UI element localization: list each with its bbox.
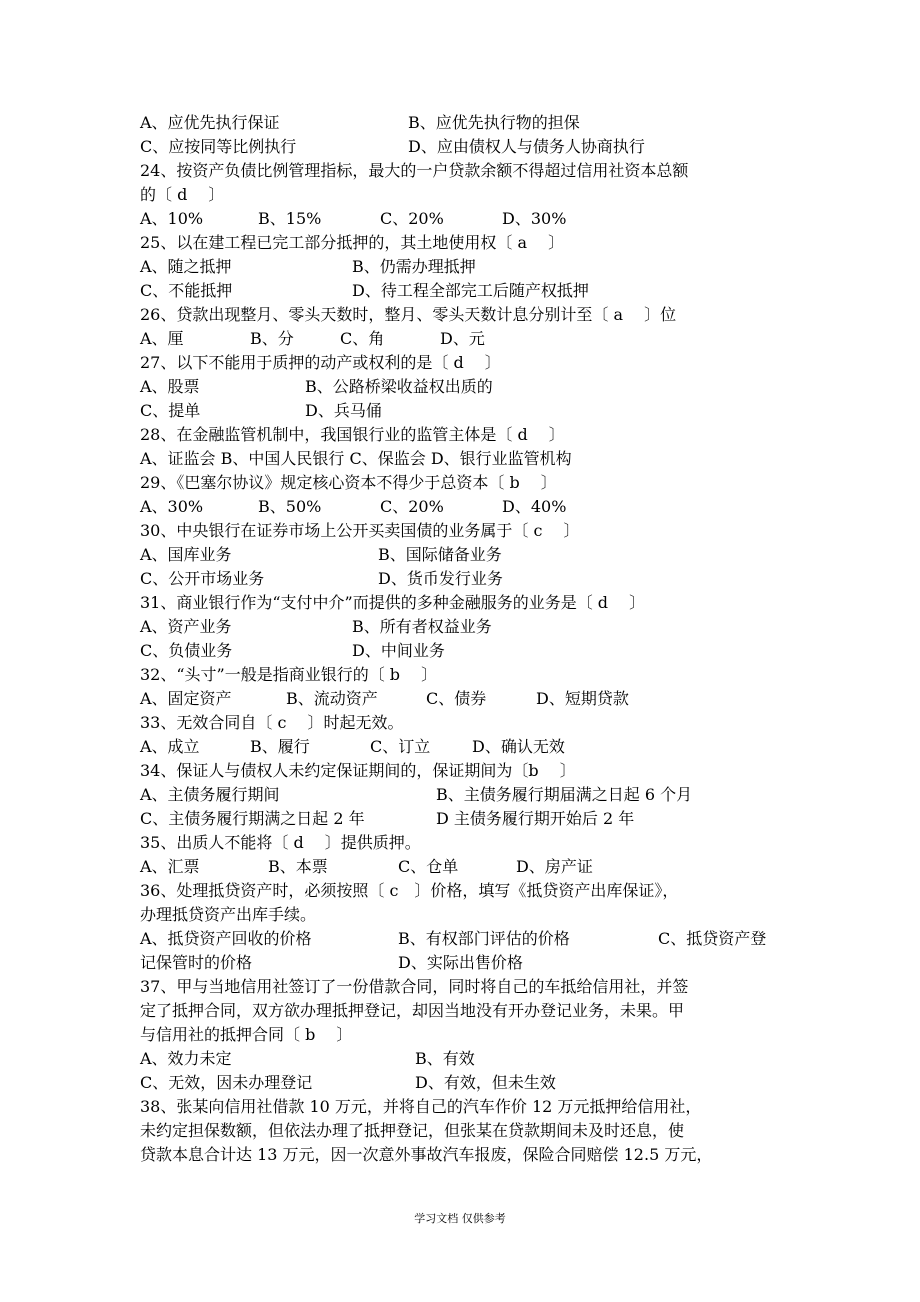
page-footer: 学习文档 仅供参考	[414, 1212, 506, 1225]
option-text: B、分	[250, 329, 294, 348]
text-line	[140, 903, 790, 927]
text-line	[140, 807, 790, 831]
text-line	[140, 255, 790, 279]
question-text: 办理抵贷资产出库手续。	[140, 905, 317, 924]
option-text: B、15%	[258, 209, 322, 228]
text-line	[140, 111, 790, 135]
option-text: D、短期贷款	[536, 689, 629, 708]
option-text: D、货币发行业务	[378, 569, 503, 588]
option-text: C、债券	[426, 689, 487, 708]
option-text: D、中间业务	[352, 641, 445, 660]
option-text: C、20%	[380, 209, 444, 228]
option-text: D 主债务履行期开始后 2 年	[436, 809, 635, 828]
option-text: D、确认无效	[472, 737, 565, 756]
text-line	[140, 1143, 790, 1167]
option-text: C、抵贷资产登	[658, 929, 767, 948]
question-text: 37、甲与当地信用社签订了一份借款合同，同时将自己的车抵给信用社，并签	[140, 977, 689, 996]
option-text: A、效力未定	[140, 1049, 232, 1068]
option-text: D、有效，但未生效	[415, 1073, 556, 1092]
text-line	[140, 519, 790, 543]
option-text: A、30%	[140, 497, 204, 516]
text-line	[140, 855, 790, 879]
option-text: D、40%	[502, 497, 567, 516]
text-line	[140, 687, 790, 711]
question-text: 27、以下不能用于质押的动产或权利的是〔 d 〕	[140, 353, 501, 372]
option-text: A、固定资产	[140, 689, 232, 708]
option-text: A、汇票	[140, 857, 200, 876]
question-text: 38、张某向信用社借款 10 万元，并将自己的汽车作价 12 万元抵押给信用社，	[140, 1097, 702, 1116]
text-line	[140, 423, 790, 447]
option-text: A、成立	[140, 737, 200, 756]
text-line	[140, 183, 790, 207]
text-line	[140, 759, 790, 783]
option-text: B、所有者权益业务	[352, 617, 492, 636]
option-text: D、30%	[502, 209, 567, 228]
text-line	[140, 159, 790, 183]
text-line	[140, 615, 790, 639]
question-text: 29、《巴塞尔协议》规定核心资本不得少于总资本〔 b 〕	[140, 473, 557, 492]
option-text: C、角	[340, 329, 385, 348]
text-line	[140, 351, 790, 375]
option-text: A、主债务履行期间	[140, 785, 280, 804]
question-text: 34、保证人与债权人未约定保证期间的，保证期间为〔b 〕	[140, 761, 576, 780]
document-body	[140, 111, 790, 1167]
text-line	[140, 927, 790, 951]
option-text: D、应由债权人与债务人协商执行	[408, 137, 645, 156]
option-text: C、提单	[140, 401, 201, 420]
text-line	[140, 1095, 790, 1119]
text-line	[140, 639, 790, 663]
text-line	[140, 303, 790, 327]
text-line	[140, 951, 790, 975]
text-line	[140, 135, 790, 159]
option-text: A、国库业务	[140, 545, 232, 564]
option-text: A、抵贷资产回收的价格	[140, 929, 312, 948]
question-text: A、证监会 B、中国人民银行 C、保监会 D、银行业监管机构	[140, 449, 572, 468]
question-text: 的〔 d 〕	[140, 185, 225, 204]
text-line	[140, 399, 790, 423]
text-line	[140, 231, 790, 255]
option-text: B、应优先执行物的担保	[408, 113, 580, 132]
option-text: B、有效	[415, 1049, 475, 1068]
option-text: B、有权部门评估的价格	[398, 929, 570, 948]
text-line	[140, 207, 790, 231]
question-text: 定了抵押合同，双方欲办理抵押登记，却因当地没有开办登记业务，未果。甲	[140, 1001, 685, 1020]
option-text: B、主债务履行期届满之日起 6 个月	[436, 785, 693, 804]
question-text: 28、在金融监管机制中，我国银行业的监管主体是〔 d 〕	[140, 425, 565, 444]
text-line	[140, 543, 790, 567]
question-text: 26、贷款出现整月、零头天数时，整月、零头天数计息分别计至〔 a 〕位	[140, 305, 677, 324]
question-text: 33、无效合同自〔 c 〕时起无效。	[140, 713, 404, 732]
option-text: B、公路桥梁收益权出质的	[305, 377, 493, 396]
question-text: 32、“头寸”一般是指商业银行的〔 b 〕	[140, 665, 438, 684]
text-line	[140, 999, 790, 1023]
question-text: 35、出质人不能将〔 d 〕提供质押。	[140, 833, 421, 852]
text-line	[140, 1119, 790, 1143]
question-text: 31、商业银行作为“支付中介”而提供的多种金融服务的业务是〔 d 〕	[140, 593, 646, 612]
option-text: D、待工程全部完工后随产权抵押	[352, 281, 589, 300]
option-text: C、不能抵押	[140, 281, 233, 300]
option-text: C、负债业务	[140, 641, 233, 660]
option-text: C、20%	[380, 497, 444, 516]
text-line	[140, 783, 790, 807]
option-text: D、房产证	[516, 857, 593, 876]
text-line	[140, 663, 790, 687]
option-text: B、仍需办理抵押	[352, 257, 476, 276]
option-text: B、履行	[250, 737, 310, 756]
question-text: 24、按资产负债比例管理指标，最大的一户贷款余额不得超过信用社资本总额	[140, 161, 689, 180]
option-text: C、仓单	[398, 857, 459, 876]
text-line	[140, 1071, 790, 1095]
text-line	[140, 279, 790, 303]
option-text: A、随之抵押	[140, 257, 232, 276]
text-line	[140, 879, 790, 903]
option-text: A、10%	[140, 209, 204, 228]
option-text: B、流动资产	[286, 689, 378, 708]
text-line	[140, 591, 790, 615]
question-text: 36、处理抵贷资产时，必须按照〔 c 〕价格，填写《抵贷资产出库保证》，	[140, 881, 679, 900]
text-line	[140, 567, 790, 591]
option-text: C、主债务履行期满之日起 2 年	[140, 809, 365, 828]
question-text: 30、中央银行在证券市场上公开买卖国债的业务属于〔 c 〕	[140, 521, 580, 540]
text-line	[140, 711, 790, 735]
option-text: A、资产业务	[140, 617, 232, 636]
option-text: B、国际储备业务	[378, 545, 502, 564]
text-line	[140, 735, 790, 759]
question-text: 25、以在建工程已完工部分抵押的，其土地使用权〔 a 〕	[140, 233, 565, 252]
text-line	[140, 495, 790, 519]
option-text: D、元	[440, 329, 485, 348]
option-text: A、厘	[140, 329, 184, 348]
text-line	[140, 375, 790, 399]
option-text: D、兵马俑	[305, 401, 382, 420]
question-text: 与信用社的抵押合同〔 b 〕	[140, 1025, 353, 1044]
option-text: C、公开市场业务	[140, 569, 265, 588]
option-text: C、订立	[370, 737, 431, 756]
option-text: A、应优先执行保证	[140, 113, 280, 132]
text-line	[140, 831, 790, 855]
option-text: C、无效，因未办理登记	[140, 1073, 313, 1092]
option-text: 记保管时的价格	[140, 953, 253, 972]
question-text: 贷款本息合计达 13 万元，因一次意外事故汽车报废，保险合同赔偿 12.5 万元，	[140, 1145, 713, 1164]
option-text: D、实际出售价格	[398, 953, 523, 972]
text-line	[140, 471, 790, 495]
option-text: B、本票	[268, 857, 328, 876]
question-text: 未约定担保数额，但依法办理了抵押登记，但张某在贷款期间未及时还息，使	[140, 1121, 685, 1140]
text-line	[140, 1047, 790, 1071]
text-line	[140, 1023, 790, 1047]
option-text: B、50%	[258, 497, 322, 516]
text-line	[140, 975, 790, 999]
option-text: C、应按同等比例执行	[140, 137, 297, 156]
text-line	[140, 447, 790, 471]
text-line	[140, 327, 790, 351]
option-text: A、股票	[140, 377, 200, 396]
